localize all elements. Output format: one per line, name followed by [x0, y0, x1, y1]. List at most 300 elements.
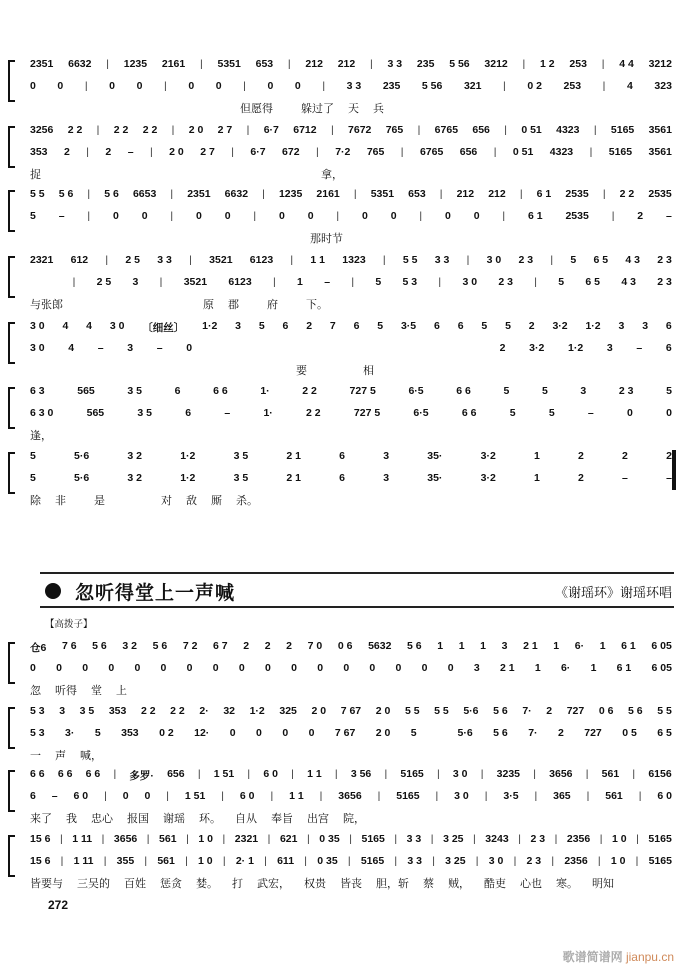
note-group: 727: [566, 705, 585, 717]
note-group: 15 6: [30, 855, 51, 867]
lyrics-line: [30, 230, 672, 246]
note-group: 6 3: [30, 385, 45, 397]
note-group: 1 51: [184, 790, 206, 802]
note-group: 3212: [648, 58, 672, 70]
note-group: 2· 1: [235, 855, 254, 867]
note-group: 6 05: [651, 640, 672, 652]
note-group: 2 2: [170, 705, 185, 717]
barline: |: [522, 58, 526, 70]
note-group: 0: [224, 210, 231, 222]
note-group: 4323: [556, 124, 580, 136]
barline: |: [484, 790, 488, 802]
barline: |: [222, 855, 226, 867]
note-group: –: [127, 146, 134, 158]
note-group: 5 6: [104, 188, 119, 200]
note-group: 2 2: [142, 124, 158, 136]
note-group: 1·2: [585, 320, 601, 332]
lyric-syllable: 武宏，: [257, 878, 290, 890]
part-line: [30, 276, 672, 288]
barline: |: [186, 833, 189, 845]
note-group: 6 6: [456, 385, 471, 397]
note-group: 561: [605, 790, 623, 802]
note-group: 6 0: [239, 790, 255, 802]
note-group: 3 5: [127, 385, 142, 397]
lyrics-line: [30, 362, 672, 378]
lyric-syllable: 忽: [30, 685, 41, 697]
note-group: 6: [434, 320, 440, 332]
barline: |: [103, 855, 107, 867]
barline: |: [599, 833, 603, 845]
note-group: 3521: [183, 276, 208, 288]
note-group: 6 7: [213, 640, 228, 652]
note-group: 6 6: [85, 768, 101, 780]
note-group: 5 5: [434, 705, 449, 717]
note-group: 2 2: [67, 124, 83, 136]
note-group: 2 5: [125, 254, 141, 266]
final-barline: [672, 450, 676, 490]
note-group: 2: [264, 640, 271, 652]
lyrics-line: [30, 875, 672, 891]
note-group: 5: [30, 210, 36, 222]
barline: |: [602, 80, 606, 92]
note-group: 7·2: [335, 146, 351, 158]
lyric-syllable: 蔡: [423, 878, 434, 890]
note-group: 3·5: [503, 790, 519, 802]
lyric-syllable: 下。: [306, 299, 328, 311]
lyric-syllable: 非: [55, 495, 66, 507]
barline: |: [473, 833, 476, 845]
note-group: 5 6: [92, 640, 107, 652]
barline: |: [336, 210, 340, 222]
note-group: 4 3: [625, 254, 641, 266]
lyric-syllable: 喊，: [80, 750, 102, 762]
system-bracket: [8, 642, 15, 684]
note-group: 561: [157, 855, 175, 867]
note-group: –: [665, 210, 672, 222]
barline: |: [59, 833, 63, 845]
lyric-syllable: 兵: [373, 103, 384, 115]
note-group: 7 67: [340, 705, 362, 717]
lyric-syllable: 贼，: [448, 878, 470, 890]
barline: |: [322, 80, 326, 92]
note-group: 1: [533, 450, 540, 462]
system-bracket: [8, 126, 15, 168]
note-group: 2 3: [498, 276, 513, 288]
note-group: 2·: [199, 705, 209, 717]
note-group: 1: [437, 640, 444, 652]
note-group: 656: [472, 124, 490, 136]
note-group: 6: [353, 320, 360, 332]
note-group: 6765: [434, 124, 459, 136]
note-group: 0: [113, 210, 119, 222]
note-group: 6·7: [250, 146, 266, 158]
note-group: 0: [294, 80, 301, 92]
note-group: 0 6: [598, 705, 614, 717]
note-group: 5351: [370, 188, 395, 200]
note-group: 3: [606, 342, 613, 354]
note-group: 5165: [648, 833, 672, 845]
lyric-syllable: 婪。: [196, 878, 218, 890]
note-group: 2 3: [657, 276, 672, 288]
note-group: 1: [590, 662, 597, 674]
note-group: 0: [30, 80, 36, 92]
note-group: 3·2: [552, 320, 568, 332]
barline: |: [480, 768, 484, 780]
note-group: 1: [480, 640, 486, 652]
barline: |: [417, 124, 421, 136]
lyric-syllable: 躲过了: [301, 103, 334, 115]
barline: |: [513, 855, 517, 867]
note-group: 3243: [485, 833, 509, 845]
note-group: 7 67: [334, 727, 356, 739]
note-group: 621: [279, 833, 298, 845]
note-group: 7 6: [61, 640, 77, 652]
barline: |: [432, 855, 435, 867]
note-group: 212: [456, 188, 475, 200]
lyric-syllable: 出宫: [307, 813, 329, 825]
note-group: 5165: [648, 855, 672, 867]
note-group: 2: [557, 727, 564, 739]
note-group: 2 5: [96, 276, 112, 288]
note-group: 7672: [348, 124, 372, 136]
note-group: 0: [136, 80, 143, 92]
note-group: 1: [599, 640, 606, 652]
note-group: 6123: [228, 276, 252, 288]
note-group: 2 2: [302, 385, 317, 397]
lyric-syllable: 敌: [186, 495, 197, 507]
note-group: 6 6: [57, 768, 73, 780]
note-group: 5: [503, 385, 510, 397]
note-group: 0: [445, 210, 451, 222]
barline: |: [636, 833, 639, 845]
song-header: [45, 578, 672, 604]
note-group: 2: [546, 705, 553, 717]
note-group: 6 1: [528, 210, 543, 222]
barline: |: [518, 833, 521, 845]
part-line: [30, 472, 672, 484]
lyric-syllable: 捉: [30, 169, 41, 181]
note-group: 7 2: [182, 640, 198, 652]
barline: |: [144, 855, 148, 867]
note-group: 3235: [496, 768, 521, 780]
note-group: 5 56: [449, 58, 470, 70]
note-group: 5 6: [493, 705, 508, 717]
note-group: 0: [395, 662, 402, 674]
note-group: 1·2: [249, 705, 265, 717]
system-bracket: [8, 770, 15, 812]
lyric-syllable: 来了: [30, 813, 52, 825]
note-group: 3521: [209, 254, 233, 266]
note-group: 0: [307, 210, 314, 222]
watermark: [563, 948, 674, 965]
note-group: 2 1: [523, 640, 538, 652]
note-group: 6·7: [263, 124, 279, 136]
note-group: 0: [666, 407, 672, 419]
barline: |: [87, 210, 91, 222]
note-group: 2351: [30, 58, 54, 70]
note-group: 2356: [566, 833, 591, 845]
barline: |: [349, 833, 352, 845]
note-group: 0: [229, 727, 236, 739]
lyric-syllable: 拿，: [321, 169, 343, 181]
note-group: 2 3: [657, 254, 672, 266]
lyric-syllable: 环。: [199, 813, 221, 825]
note-group: 3 3: [387, 58, 403, 70]
note-group: 5: [377, 320, 384, 332]
lyric-syllable: 院，: [343, 813, 365, 825]
note-group: –: [224, 407, 231, 419]
note-group: 5 6: [407, 640, 422, 652]
note-group: 727 5: [349, 385, 376, 397]
note-group: 1 0: [198, 855, 213, 867]
note-group: 0 35: [317, 855, 338, 867]
barline: |: [611, 210, 615, 222]
note-group: 2: [306, 320, 313, 332]
note-group: 253: [563, 80, 582, 92]
note-group: 765: [385, 124, 404, 136]
note-group: 2: [499, 342, 506, 354]
part-line: [30, 58, 672, 70]
note-group: 3212: [484, 58, 508, 70]
barline: |: [439, 188, 443, 200]
barline: |: [638, 790, 642, 802]
lyric-syllable: 杀。: [236, 495, 258, 507]
note-group: 0: [473, 210, 480, 222]
barline: |: [166, 790, 169, 802]
note-group: 0: [141, 210, 148, 222]
note-group: 0: [134, 662, 141, 674]
part-line: [30, 320, 672, 335]
note-group: 3256: [30, 124, 54, 136]
note-group: 0 2: [159, 727, 174, 739]
note-group: 4: [86, 320, 92, 332]
barline: |: [185, 855, 188, 867]
lyric-syllable: 忠心: [91, 813, 113, 825]
part-line: [30, 768, 672, 783]
note-group: 3: [127, 342, 134, 354]
system-bracket: [8, 322, 15, 364]
note-group: 3: [580, 385, 587, 397]
lyric-syllable: 谢瑶: [163, 813, 185, 825]
barline: |: [60, 855, 64, 867]
note-group: 2: [63, 146, 70, 158]
note-group: 1 2: [540, 58, 555, 70]
barline: |: [72, 276, 76, 288]
system-bracket: [8, 835, 15, 877]
barline: |: [273, 276, 276, 288]
note-group: 0: [291, 662, 297, 674]
barline: |: [504, 124, 507, 136]
note-group: 235: [416, 58, 435, 70]
song-title: 忽听得堂上一声喊: [75, 581, 236, 604]
note-group: 5 3: [402, 276, 418, 288]
note-group: 0: [82, 662, 89, 674]
note-group: 2321: [30, 254, 54, 266]
lyric-syllable: 寒。: [556, 878, 578, 890]
part-line: [30, 407, 672, 419]
note-group: 1 1: [289, 790, 304, 802]
note-group: 7·: [528, 727, 538, 739]
note-group: 2 0: [311, 705, 327, 717]
note-group: 3 3: [407, 855, 422, 867]
note-group: 212: [488, 188, 506, 200]
note-group: 4: [626, 80, 633, 92]
note-group: 0: [317, 662, 324, 674]
barline: |: [384, 768, 388, 780]
note-group: 仓6: [30, 642, 47, 654]
note-group: –: [636, 342, 643, 354]
note-group: 6: [339, 450, 346, 462]
note-group: 2161: [161, 58, 186, 70]
note-group: 1·2: [180, 472, 196, 484]
note-group: 6712: [293, 124, 317, 136]
note-group: 2356: [564, 855, 588, 867]
lyric-syllable: 听得: [55, 685, 77, 697]
lyric-syllable: 但愿得: [240, 103, 273, 115]
lyric-syllable: 报国: [127, 813, 149, 825]
note-group: 212: [337, 58, 356, 70]
note-group: 5: [410, 727, 417, 739]
note-group: 2321: [234, 833, 259, 845]
note-group: 6: [339, 472, 346, 484]
note-group: 0: [122, 790, 129, 802]
lyric-syllable: 百姓: [124, 878, 146, 890]
page-number: 272: [48, 898, 69, 912]
note-group: 35·: [427, 472, 443, 484]
part-line: [30, 254, 672, 266]
note-group: 3656: [549, 768, 573, 780]
note-group: 2 3: [526, 855, 542, 867]
note-group: –: [58, 210, 65, 222]
note-group: 5165: [360, 855, 385, 867]
note-group: 3 25: [445, 855, 466, 867]
barline: |: [382, 254, 386, 266]
lyric-syllable: 逢，: [30, 430, 52, 442]
note-group: 2: [528, 320, 535, 332]
lyric-syllable: 明知: [592, 878, 614, 890]
note-group: 0: [109, 80, 115, 92]
note-group: 0 51: [512, 146, 534, 158]
barline: |: [334, 768, 338, 780]
lyric-syllable: 奉旨: [271, 813, 293, 825]
barline: |: [632, 768, 636, 780]
note-group: 0: [264, 662, 271, 674]
part-line: [30, 210, 672, 222]
note-group: 0: [421, 662, 428, 674]
note-group: 3 56: [350, 768, 372, 780]
note-group: 0: [196, 210, 202, 222]
note-group: 1: [533, 472, 540, 484]
note-group: 3656: [113, 833, 138, 845]
section-label: 【高拨子】: [45, 619, 93, 630]
barline: |: [635, 855, 639, 867]
lyric-syllable: 皆丧: [340, 878, 362, 890]
lyrics-line: [30, 682, 672, 698]
barline: |: [475, 855, 479, 867]
note-group: 6 1: [536, 188, 552, 200]
song-source: 《谢瑶环》谢瑶环唱: [554, 585, 672, 601]
note-group: 7 0: [307, 640, 323, 652]
note-group: 6123: [249, 254, 274, 266]
part-line: [30, 80, 672, 92]
barline: |: [370, 58, 373, 70]
system-bracket: [8, 387, 15, 429]
note-group: 5165: [396, 790, 420, 802]
barline: |: [304, 855, 307, 867]
note-group: 3: [59, 705, 66, 717]
note-group: 3 5: [233, 450, 249, 462]
note-group: 2: [637, 210, 644, 222]
system-bracket: [8, 190, 15, 232]
part-line: [30, 146, 672, 158]
note-group: 3: [642, 320, 649, 332]
note-group: 3: [618, 320, 625, 332]
part-line: [30, 188, 672, 200]
barline: |: [466, 254, 470, 266]
barline: |: [551, 855, 555, 867]
note-group: 3561: [648, 146, 672, 158]
note-group: 0 51: [521, 124, 542, 136]
lyrics-line: [30, 427, 672, 443]
barline: |: [159, 276, 163, 288]
note-group: 5165: [610, 124, 635, 136]
barline: |: [104, 790, 107, 802]
note-group: 1·2: [180, 450, 196, 462]
barline: |: [247, 768, 251, 780]
note-group: 727: [584, 727, 602, 739]
note-group: 353: [30, 146, 48, 158]
note-group: 321: [463, 80, 482, 92]
note-group: 3: [501, 640, 508, 652]
barline: |: [534, 790, 538, 802]
note-group: 6: [174, 385, 181, 397]
lyric-syllable: 除: [30, 495, 41, 507]
note-group: 0 35: [319, 833, 340, 845]
barline: |: [430, 833, 434, 845]
note-group: 1 1: [310, 254, 326, 266]
note-group: 0: [215, 80, 222, 92]
note-group: 1·: [263, 407, 273, 419]
barline: |: [419, 210, 423, 222]
note-group: 0: [56, 662, 62, 674]
note-group: 561: [601, 768, 620, 780]
barline: |: [287, 58, 291, 70]
lyric-syllable: 声: [55, 750, 66, 762]
note-group: 1·2: [567, 342, 584, 354]
barline: |: [170, 210, 174, 222]
note-group: 0: [282, 727, 289, 739]
lyric-syllable: 心也: [520, 878, 542, 890]
note-group: 6 0: [73, 790, 89, 802]
note-group: 5351: [217, 58, 241, 70]
note-group: 5·6: [74, 450, 90, 462]
barline: |: [353, 188, 357, 200]
barline: |: [221, 790, 224, 802]
note-group: 727 5: [353, 407, 381, 419]
note-group: 3: [383, 472, 390, 484]
note-group: 5: [30, 450, 36, 462]
lyric-syllable: 要: [296, 365, 307, 377]
note-group: 0: [267, 80, 274, 92]
note-group: 565: [86, 407, 105, 419]
barline: |: [170, 188, 174, 200]
lyric-syllable: 是: [94, 495, 105, 507]
note-group: 〔细丝〕: [142, 322, 185, 334]
note-group: 5632: [368, 640, 392, 652]
note-group: 3·2: [480, 472, 496, 484]
note-group: 0: [308, 727, 315, 739]
note-group: 0: [188, 80, 195, 92]
